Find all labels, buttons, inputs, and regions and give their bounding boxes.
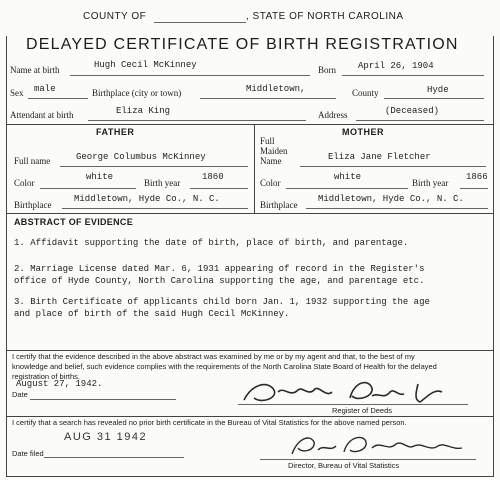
county-underline [154, 22, 246, 23]
abstract-top-rule [6, 213, 494, 214]
mother-name-underline [300, 166, 486, 167]
register-signature-line [238, 404, 468, 405]
sex-underline [28, 98, 88, 99]
register-title: Register of Deeds [332, 406, 393, 415]
attendant-label: Attendant at birth [10, 110, 74, 120]
father-name-label: Full name [14, 156, 51, 166]
mother-maiden-label: Full Maiden Name [260, 136, 288, 166]
father-birthplace-value: Middletown, Hyde Co., N. C. [74, 194, 220, 204]
father-heading: FATHER [96, 127, 135, 137]
certification-date-underline [30, 399, 176, 400]
date-filed-underline [44, 457, 184, 458]
birthplace-value: Middletown, [246, 84, 306, 94]
county-field-underline [384, 98, 484, 99]
director-signature-line [260, 459, 476, 460]
evidence-item-3: 3. Birth Certificate of applicants child born Jan. 1, 1932 supporting the age and place of birth of the said Hugh Cecil McKinney. [14, 297, 430, 319]
born-value: April 26, 1904 [358, 61, 434, 71]
search-top-rule [6, 416, 494, 417]
county-field-label: County [352, 88, 379, 98]
father-name-value: George Columbus McKinney [76, 152, 206, 162]
parents-divider [254, 124, 255, 213]
mother-birthplace-underline [306, 208, 488, 209]
address-label: Address [318, 110, 348, 120]
county-value: Hyde [427, 85, 449, 95]
date-filed-label: Date filed [12, 449, 44, 458]
sex-value: male [34, 84, 56, 94]
birthplace-underline [200, 98, 336, 99]
sex-label: Sex [10, 88, 24, 98]
father-birthplace-label: Birthplace [14, 200, 52, 210]
mother-birth-year-label: Birth year [412, 178, 449, 188]
certification-date-label: Date [12, 390, 28, 399]
search-certification-text: I certify that a search has revealed no prior birth certificate in the Bureau of Vital Statistics for the above named person. [12, 418, 407, 427]
father-color-underline [40, 188, 136, 189]
frame-left [6, 36, 7, 476]
mother-heading: MOTHER [342, 127, 384, 137]
father-birthplace-underline [62, 208, 248, 209]
name-at-birth-label: Name at birth [10, 65, 60, 75]
mother-birth-year-value: 1866 [466, 172, 488, 182]
date-filed-stamp: AUG 31 1942 [64, 431, 148, 443]
father-color-value: white [86, 172, 114, 182]
address-value: (Deceased) [385, 106, 440, 116]
document-title: DELAYED CERTIFICATE OF BIRTH REGISTRATION [26, 36, 459, 53]
evidence-item-2: 2. Marriage License dated Mar. 6, 1931 appearing of record in the Register's office of Hyde County, North Carolina supporting the age, and parentage etc. [14, 264, 425, 286]
attendant-underline [88, 120, 306, 121]
mother-birth-year-underline [460, 188, 488, 189]
father-birth-year-value: 1860 [202, 172, 224, 182]
state-label: , STATE OF NORTH CAROLINA [246, 11, 404, 22]
birthplace-label: Birthplace (city or town) [92, 88, 182, 98]
father-name-underline [60, 166, 248, 167]
abstract-heading: ABSTRACT OF EVIDENCE [14, 217, 134, 227]
evidence-item-1: 1. Affidavit supporting the date of birth, place of birth, and parentage. [14, 238, 409, 248]
mother-birthplace-label: Birthplace [260, 200, 298, 210]
name-at-birth-value: Hugh Cecil McKinney [94, 60, 197, 70]
director-title: Director, Bureau of Vital Statistics [288, 461, 400, 470]
mother-name-value: Eliza Jane Fletcher [328, 152, 431, 162]
father-birth-year-underline [190, 188, 248, 189]
mother-color-underline [286, 188, 408, 189]
certification-date-value: August 27, 1942. [16, 379, 103, 389]
mother-color-value: white [334, 172, 362, 182]
born-label: Born [318, 65, 336, 75]
mother-birthplace-value: Middletown, Hyde Co., N. C. [318, 194, 464, 204]
address-underline [356, 120, 484, 121]
mother-color-label: Color [260, 178, 281, 188]
attendant-value: Eliza King [116, 106, 171, 116]
certification-text: I certify that the evidence described in the above abstract was examined by me or by my agent and that, to the best of my knowledge and belief, such evidence complies with the requirements of the North Carolina State Board of Health for the delayed registration of births. [12, 352, 437, 381]
parents-top-rule [6, 124, 494, 125]
father-color-label: Color [14, 178, 35, 188]
certification-top-rule [6, 350, 494, 351]
born-underline [342, 75, 484, 76]
county-label: COUNTY OF [83, 11, 147, 22]
frame-right [493, 36, 494, 476]
father-birth-year-label: Birth year [144, 178, 181, 188]
name-underline [70, 75, 310, 76]
frame-bottom [6, 476, 494, 477]
